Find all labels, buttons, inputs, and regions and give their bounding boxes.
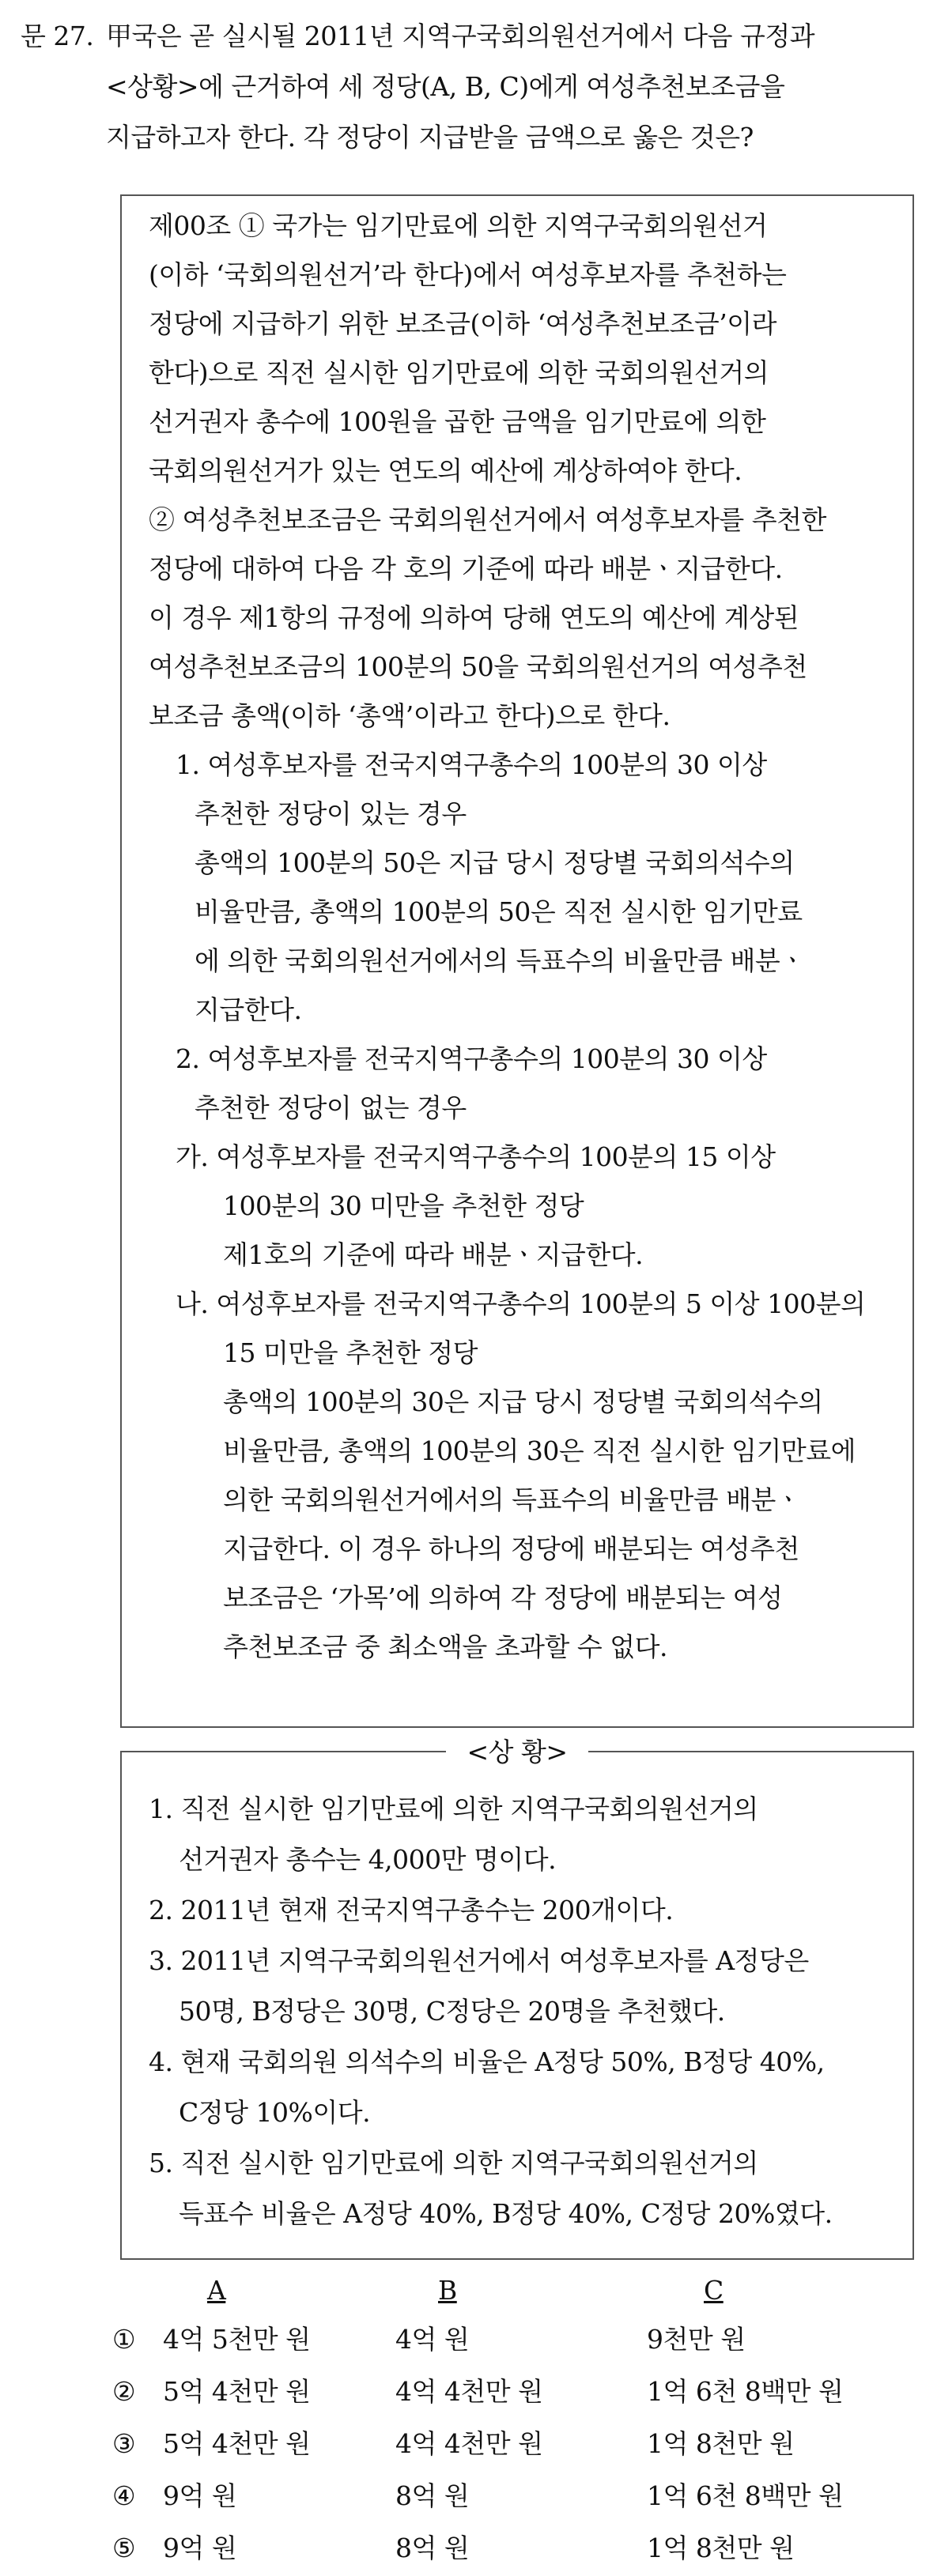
choice-number: ③ — [112, 2428, 136, 2459]
situation-line: 3. 2011년 지역구국회의원선거에서 여성후보자를 A정당은 — [149, 1945, 809, 1976]
regulation-line: 추천보조금 중 최소액을 초과할 수 없다. — [223, 1631, 667, 1662]
question-line — [21, 11, 922, 62]
choice-option-4[interactable] — [0, 2471, 937, 2521]
choice-number: ④ — [112, 2480, 136, 2511]
choice-value-a: 4억 5천만 원 — [163, 2324, 311, 2355]
choice-value-a: 9억 원 — [163, 2480, 237, 2511]
situation-title: <상 황> — [446, 1729, 588, 1776]
regulation-line: 비율만큼, 총액의 100분의 30은 직전 실시한 임기만료에 — [223, 1435, 856, 1466]
question-text: <상황>에 근거하여 세 정당(A, B, C)에게 여성추천보조금을 — [106, 71, 785, 102]
regulation-line: 선거권자 총수에 100원을 곱한 금액을 임기만료에 의한 — [149, 406, 766, 437]
regulation-line: ② 여성추천보조금은 국회의원선거에서 여성후보자를 추천한 — [149, 504, 826, 535]
regulation-line: 여성추천보조금의 100분의 50을 국회의원선거의 여성추천 — [149, 651, 807, 682]
choice-number: ① — [112, 2324, 136, 2355]
column-header-a: A — [207, 2275, 226, 2306]
choice-value-a: 9억 원 — [163, 2533, 237, 2563]
regulation-line: 정당에 지급하기 위한 보조금(이하 ‘여성추천보조금’이라 — [149, 308, 777, 339]
situation-line: C정당 10%이다. — [179, 2097, 371, 2128]
choice-value-c: 1억 6천 8백만 원 — [647, 2480, 844, 2511]
regulation-line: 1. 여성후보자를 전국지역구총수의 100분의 30 이상 — [176, 749, 767, 780]
regulation-line: 15 미만을 추천한 정당 — [223, 1337, 478, 1368]
choice-value-c: 1억 8천만 원 — [647, 2533, 795, 2563]
choice-value-a: 5억 4천만 원 — [163, 2428, 311, 2459]
regulation-line: 2. 여성후보자를 전국지역구총수의 100분의 30 이상 — [176, 1043, 767, 1074]
choice-option-1[interactable] — [0, 2314, 937, 2365]
choice-option-3[interactable] — [0, 2419, 937, 2469]
regulation-line: 제00조 ① 국가는 임기만료에 의한 지역구국회의원선거 — [149, 210, 768, 241]
choice-value-c: 9천만 원 — [647, 2324, 746, 2355]
regulation-line: 100분의 30 미만을 추천한 정당 — [223, 1190, 584, 1221]
regulation-line: 의한 국회의원선거에서의 득표수의 비율만큼 배분ㆍ — [223, 1484, 801, 1515]
situation-line: 1. 직전 실시한 임기만료에 의한 지역구국회의원선거의 — [149, 1793, 758, 1824]
regulation-line: 보조금은 ‘가목’에 의하여 각 정당에 배분되는 여성 — [223, 1582, 783, 1613]
regulation-line: 이 경우 제1항의 규정에 의하여 당해 연도의 예산에 계상된 — [149, 602, 799, 633]
situation-box — [120, 1737, 914, 2260]
choice-value-c: 1억 8천만 원 — [647, 2428, 795, 2459]
choice-value-b: 4억 4천만 원 — [395, 2376, 543, 2407]
regulation-line: 보조금 총액(이하 ‘총액’이라고 한다)으로 한다. — [149, 700, 671, 731]
question-number: 문 27. — [21, 21, 94, 51]
regulation-line: 에 의한 국회의원선거에서의 득표수의 비율만큼 배분ㆍ — [195, 945, 805, 976]
regulation-line: 추천한 정당이 있는 경우 — [195, 798, 467, 829]
choice-value-b: 8억 원 — [395, 2480, 470, 2511]
column-header-b: B — [438, 2275, 457, 2306]
situation-line: 선거권자 총수는 4,000만 명이다. — [179, 1844, 557, 1875]
regulation-line: 정당에 대하여 다음 각 호의 기준에 따라 배분ㆍ지급한다. — [149, 553, 783, 584]
regulation-line: 지급한다. 이 경우 하나의 정당에 배분되는 여성추천 — [223, 1533, 799, 1564]
regulation-line: 국회의원선거가 있는 연도의 예산에 계상하여야 한다. — [149, 455, 742, 486]
situation-line: 득표수 비율은 A정당 40%, B정당 40%, C정당 20%였다. — [179, 2198, 833, 2229]
situation-line: 4. 현재 국회의원 의석수의 비율은 A정당 50%, B정당 40%, — [149, 2046, 825, 2077]
choice-value-c: 1억 6천 8백만 원 — [647, 2376, 844, 2407]
column-header-c: C — [704, 2275, 724, 2306]
choice-value-b: 4억 4천만 원 — [395, 2428, 543, 2459]
situation-line: 2. 2011년 현재 전국지역구총수는 200개이다. — [149, 1895, 674, 1925]
situation-line: 50명, B정당은 30명, C정당은 20명을 추천했다. — [179, 1996, 725, 2027]
regulation-line: 총액의 100분의 30은 지급 당시 정당별 국회의석수의 — [223, 1386, 823, 1417]
regulation-line: 가. 여성후보자를 전국지역구총수의 100분의 15 이상 — [176, 1141, 776, 1172]
question-text: 지급하고자 한다. 각 정당이 지급받을 금액으로 옳은 것은? — [106, 122, 754, 153]
regulation-line: 나. 여성후보자를 전국지역구총수의 100분의 5 이상 100분의 — [176, 1288, 866, 1319]
question-stem — [21, 11, 922, 163]
choice-value-b: 4억 원 — [395, 2324, 470, 2355]
regulation-line: 비율만큼, 총액의 100분의 50은 직전 실시한 임기만료 — [195, 896, 803, 927]
regulation-line: 한다)으로 직전 실시한 임기만료에 의한 국회의원선거의 — [149, 357, 769, 388]
choice-option-2[interactable] — [0, 2367, 937, 2417]
regulation-box — [120, 194, 914, 1728]
choice-number: ② — [112, 2376, 136, 2407]
choice-number: ⑤ — [112, 2533, 136, 2563]
regulation-line: 제1호의 기준에 따라 배분ㆍ지급한다. — [223, 1239, 644, 1270]
regulation-line: (이하 ‘국회의원선거’라 한다)에서 여성후보자를 추천하는 — [149, 259, 787, 290]
regulation-line: 추천한 정당이 없는 경우 — [195, 1092, 467, 1123]
question-text: 甲국은 곧 실시될 2011년 지역구국회의원선거에서 다음 규정과 — [106, 21, 815, 51]
choice-value-b: 8억 원 — [395, 2533, 470, 2563]
choice-value-a: 5억 4천만 원 — [163, 2376, 311, 2407]
regulation-line: 지급한다. — [195, 994, 302, 1025]
situation-line: 5. 직전 실시한 임기만료에 의한 지역구국회의원선거의 — [149, 2148, 758, 2178]
regulation-line: 총액의 100분의 50은 지급 당시 정당별 국회의석수의 — [195, 847, 795, 878]
choice-option-5[interactable] — [0, 2523, 937, 2574]
